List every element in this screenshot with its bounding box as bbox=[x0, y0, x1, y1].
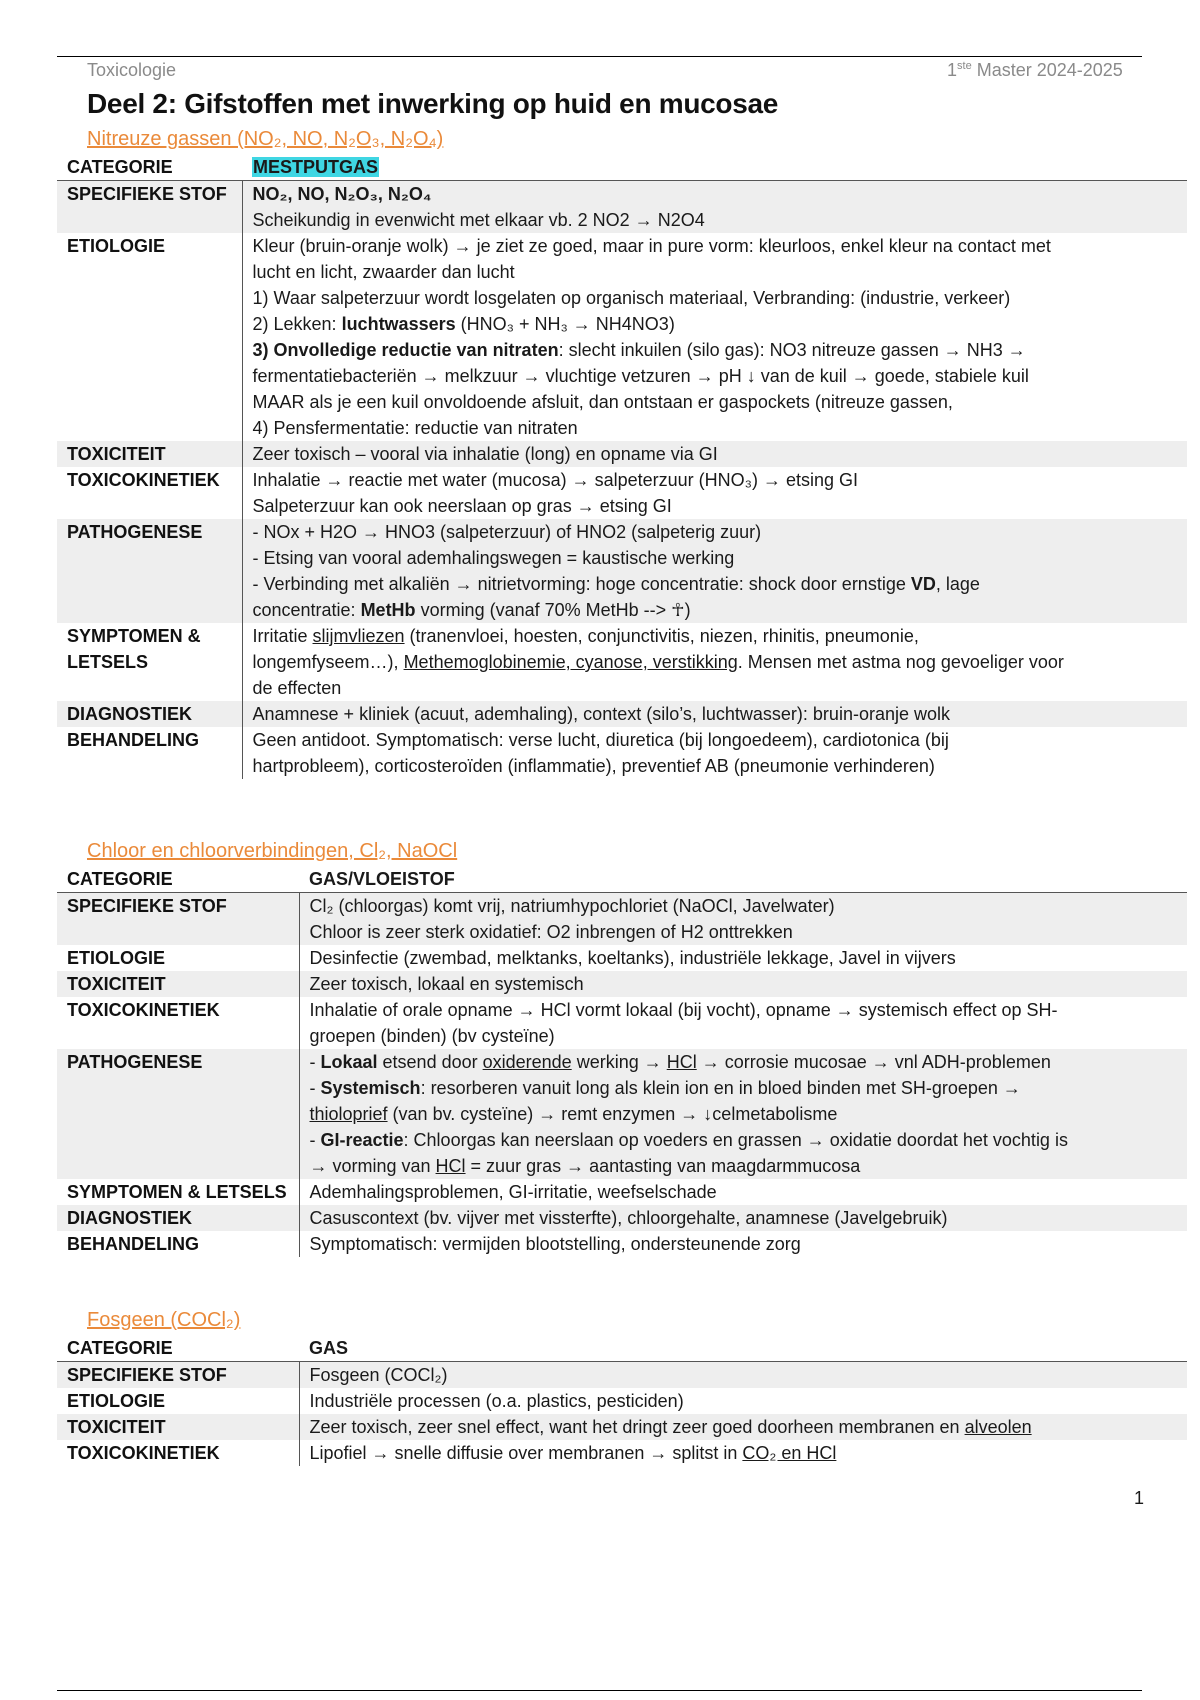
page-title: Deel 2: Gifstoffen met inwerking op huid en mucosae bbox=[87, 88, 779, 119]
section-fosgeen bbox=[57, 1307, 1187, 1466]
table-row: TOXICOKINETIEK Lipofiel → snelle diffusie over membranen → splitst in CO₂ en HCl bbox=[57, 1440, 1187, 1466]
tox-table bbox=[57, 866, 1187, 1257]
tox-table bbox=[57, 1335, 1187, 1466]
table-row: SPECIFIEKE STOF NO₂, NO, N₂O₃, N₂O₄ Scheikundig in evenwicht met elkaar vb. 2 NO2 → N2O4 bbox=[57, 181, 1187, 234]
header-year: 1ste Master 2024-2025 bbox=[947, 60, 1123, 80]
section-heading: Fosgeen (COCl₂) bbox=[87, 1309, 241, 1331]
table-row: BEHANDELING Symptomatisch: vermijden blootstelling, ondersteunende zorg bbox=[57, 1231, 1187, 1257]
top-rule bbox=[57, 56, 1142, 57]
section-chloor bbox=[57, 838, 1187, 1257]
category-highlight: MESTPUTGAS bbox=[253, 157, 379, 177]
table-row: DIAGNOSTIEK Casuscontext (bv. vijver met vissterfte), chloorgehalte, anamnese (Javelgebruik) bbox=[57, 1205, 1187, 1231]
table-row: SPECIFIEKE STOF Fosgeen (COCl₂) bbox=[57, 1362, 1187, 1389]
table-row: TOXICITEIT Zeer toxisch – vooral via inhalatie (long) en opname via GI bbox=[57, 441, 1187, 467]
tox-table bbox=[57, 154, 1187, 779]
table-row: CATEGORIE MESTPUTGAS bbox=[57, 154, 1187, 181]
table-row: PATHOGENESE - NOx + H2O → HNO3 (salpeterzuur) of HNO2 (salpeterig zuur) - Etsing van vooral ademhalingswegen = kaustische werking - Verbinding met alkaliën → nitrietvorming: hoge concentratie: shock door ernstige VD, lage concentratie: MetHb vorming (vanaf 70% MetHb --> ☥) bbox=[57, 519, 1187, 623]
table-row: CATEGORIE GAS bbox=[57, 1335, 1187, 1362]
table-row: CATEGORIE GAS/VLOEISTOF bbox=[57, 866, 1187, 893]
page-number: 1 bbox=[1134, 1488, 1145, 1508]
table-row: SPECIFIEKE STOF Cl₂ (chloorgas) komt vrij, natriumhypochloriet (NaOCl, Javelwater) Chloor is zeer sterk oxidatief: O2 inbrengen of H2 onttrekken bbox=[57, 893, 1187, 946]
table-row: BEHANDELING Geen antidoot. Symptomatisch: verse lucht, diuretica (bij longoedeem), cardiotonica (bij hartprobleem), corticosteroïden (inflammatie), preventief AB (pneumonie verhinderen) bbox=[57, 727, 1187, 779]
section-heading: Chloor en chloorverbindingen, Cl₂, NaOCl bbox=[87, 840, 458, 862]
table-row: ETIOLOGIE Industriële processen (o.a. plastics, pesticiden) bbox=[57, 1388, 1187, 1414]
table-row: SYMPTOMEN & LETSELS Irritatie slijmvliezen (tranenvloei, hoesten, conjunctivitis, niezen, rhinitis, pneumonie, longemfyseem…), Methemoglobinemie, cyanose, verstikking. Mensen met astma nog gevoeliger voor de effecten bbox=[57, 623, 1187, 701]
table-row: PATHOGENESE - Lokaal etsend door oxiderende werking → HCl → corrosie mucosae → vnl ADH-problemen - Systemisch: resorberen vanuit long als klein ion en in bloed binden met SH-groepen → thioloprief (van bv. cysteïne) → remt enzymen → ↓celmetabolisme - GI-reactie: Chloorgas kan neerslaan op voeders en grassen → oxidatie doordat het vochtig is → vorming van HCl = zuur gras → aantasting van maagdarmmucosa bbox=[57, 1049, 1187, 1179]
section-nitreuze-gassen bbox=[57, 126, 1187, 779]
bottom-rule bbox=[57, 1690, 1142, 1691]
table-row: SYMPTOMEN & LETSELS Ademhalingsproblemen, GI-irritatie, weefselschade bbox=[57, 1179, 1187, 1205]
table-row: DIAGNOSTIEK Anamnese + kliniek (acuut, ademhaling), context (silo’s, luchtwasser): bruin-oranje wolk bbox=[57, 701, 1187, 727]
header-course: Toxicologie bbox=[87, 60, 177, 80]
table-row: ETIOLOGIE Desinfectie (zwembad, melktanks, koeltanks), industriële lekkage, Javel in vijvers bbox=[57, 945, 1187, 971]
table-row: TOXICITEIT Zeer toxisch, zeer snel effect, want het dringt zeer goed doorheen membranen en alveolen bbox=[57, 1414, 1187, 1440]
table-row: TOXICOKINETIEK Inhalatie → reactie met water (mucosa) → salpeterzuur (HNO₃) → etsing GI Salpeterzuur kan ook neerslaan op gras → etsing GI bbox=[57, 467, 1187, 519]
table-row: TOXICOKINETIEK Inhalatie of orale opname → HCl vormt lokaal (bij vocht), opname → systemisch effect op SH- groepen (binden) (bv cysteïne) bbox=[57, 997, 1187, 1049]
section-heading: Nitreuze gassen (NO₂, NO, N₂O₃, N₂O₄) bbox=[87, 128, 444, 150]
table-row: TOXICITEIT Zeer toxisch, lokaal en systemisch bbox=[57, 971, 1187, 997]
table-row: ETIOLOGIE Kleur (bruin-oranje wolk) → je ziet ze goed, maar in pure vorm: kleurloos, enkel kleur na contact met lucht en licht, zwaarder dan lucht 1) Waar salpeterzuur wordt losgelaten op organisch materiaal, Verbranding: (industrie, verkeer) 2) Lekken: luchtwassers (HNO₃ + NH₃ → NH4NO3) 3) Onvolledige reductie van nitraten: slecht inkuilen (silo gas): NO3 nitreuze gassen → NH3 → fermentatiebacteriën → melkzuur → vluchtige vetzuren → pH ↓ van de kuil → goede, stabiele kuil MAAR als je een kuil onvoldoende afsluit, dan ontstaan er gaspockets (nitreuze gassen, 4) Pensfermentatie: reductie van nitraten bbox=[57, 233, 1187, 441]
